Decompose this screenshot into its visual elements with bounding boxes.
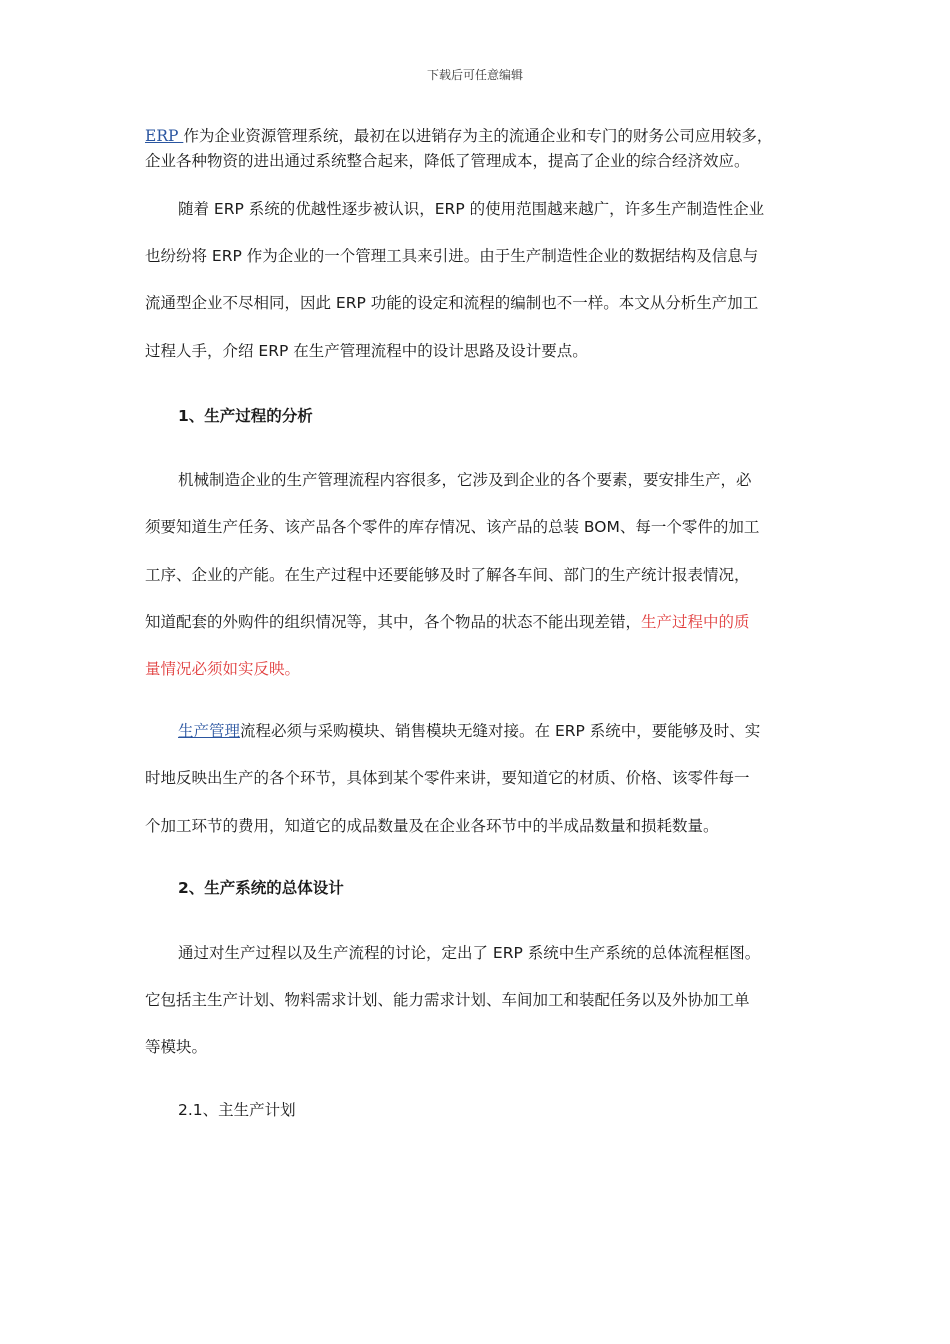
section1-line-4 [145, 611, 815, 633]
section2-line-2: 它包括主生产计划、物料需求计划、能力需求计划、车间加工和装配任务以及外协加工单 [145, 991, 750, 1009]
para1-line-2: 也纷纷将 ERP 作为企业的一个管理工具来引进。由于生产制造性企业的数据结构及信息与 [145, 247, 759, 265]
section-2-1-heading: 2.1、主生产计划 [178, 1101, 296, 1119]
para1-line-4: 过程人手，介绍 ERP 在生产管理流程中的设计思路及设计要点。 [145, 342, 588, 360]
quality-highlight-1: 生产过程中的质 [641, 613, 750, 631]
quality-highlight-2: 量情况必须如实反映。 [145, 660, 301, 678]
intro-line-1 [145, 125, 815, 147]
para1-line-3: 流通型企业不尽相同，因此 ERP 功能的设定和流程的编制也不一样。本文从分析生产加工 [145, 294, 759, 312]
para3-line-2: 时地反映出生产的各个环节，具体到某个零件来讲，要知道它的材质、价格、该零件每一 [145, 769, 750, 787]
section-1-heading: 1、生产过程的分析 [178, 407, 313, 425]
erp-link[interactable]: ERP [145, 127, 184, 145]
section1-line-1: 机械制造企业的生产管理流程内容很多，它涉及到企业的各个要素，要安排生产，必 [178, 471, 752, 489]
para3-line-3: 个加工环节的费用，知道它的成品数量及在企业各环节中的半成品数量和损耗数量。 [145, 817, 719, 835]
para3-line-1-text: 流程必须与采购模块、销售模块无缝对接。在 ERP 系统中，要能够及时、实 [240, 722, 761, 740]
section1-line-3: 工序、企业的产能。在生产过程中还要能够及时了解各车间、部门的生产统计报表情况， [145, 566, 750, 584]
para1-line-1: 随着 ERP 系统的优越性逐步被认识，ERP 的使用范围越来越广，许多生产制造性企业 [178, 200, 765, 218]
intro-line-1-text: 作为企业资源管理系统，最初在以进销存为主的流通企业和专门的财务公司应用较多， [183, 127, 773, 145]
download-note: 下载后可任意编辑 [426, 68, 523, 82]
section2-line-3: 等模块。 [145, 1038, 208, 1056]
section-2-heading: 2、生产系统的总体设计 [178, 879, 344, 897]
section1-line-4-text: 知道配套的外购件的组织情况等，其中，各个物品的状态不能出现差错， [145, 613, 642, 631]
section1-line-2: 须要知道生产任务、该产品各个零件的库存情况、该产品的总装 BOM、每一个零件的加工 [145, 518, 760, 536]
production-management-link[interactable]: 生产管理 [178, 722, 241, 740]
para3-line-1 [178, 720, 818, 742]
section2-line-1: 通过对生产过程以及生产流程的讨论，定出了 ERP 系统中生产系统的总体流程框图。 [178, 944, 761, 962]
intro-line-2: 企业各种物资的进出通过系统整合起来，降低了管理成本，提高了企业的综合经济效应。 [145, 152, 750, 170]
